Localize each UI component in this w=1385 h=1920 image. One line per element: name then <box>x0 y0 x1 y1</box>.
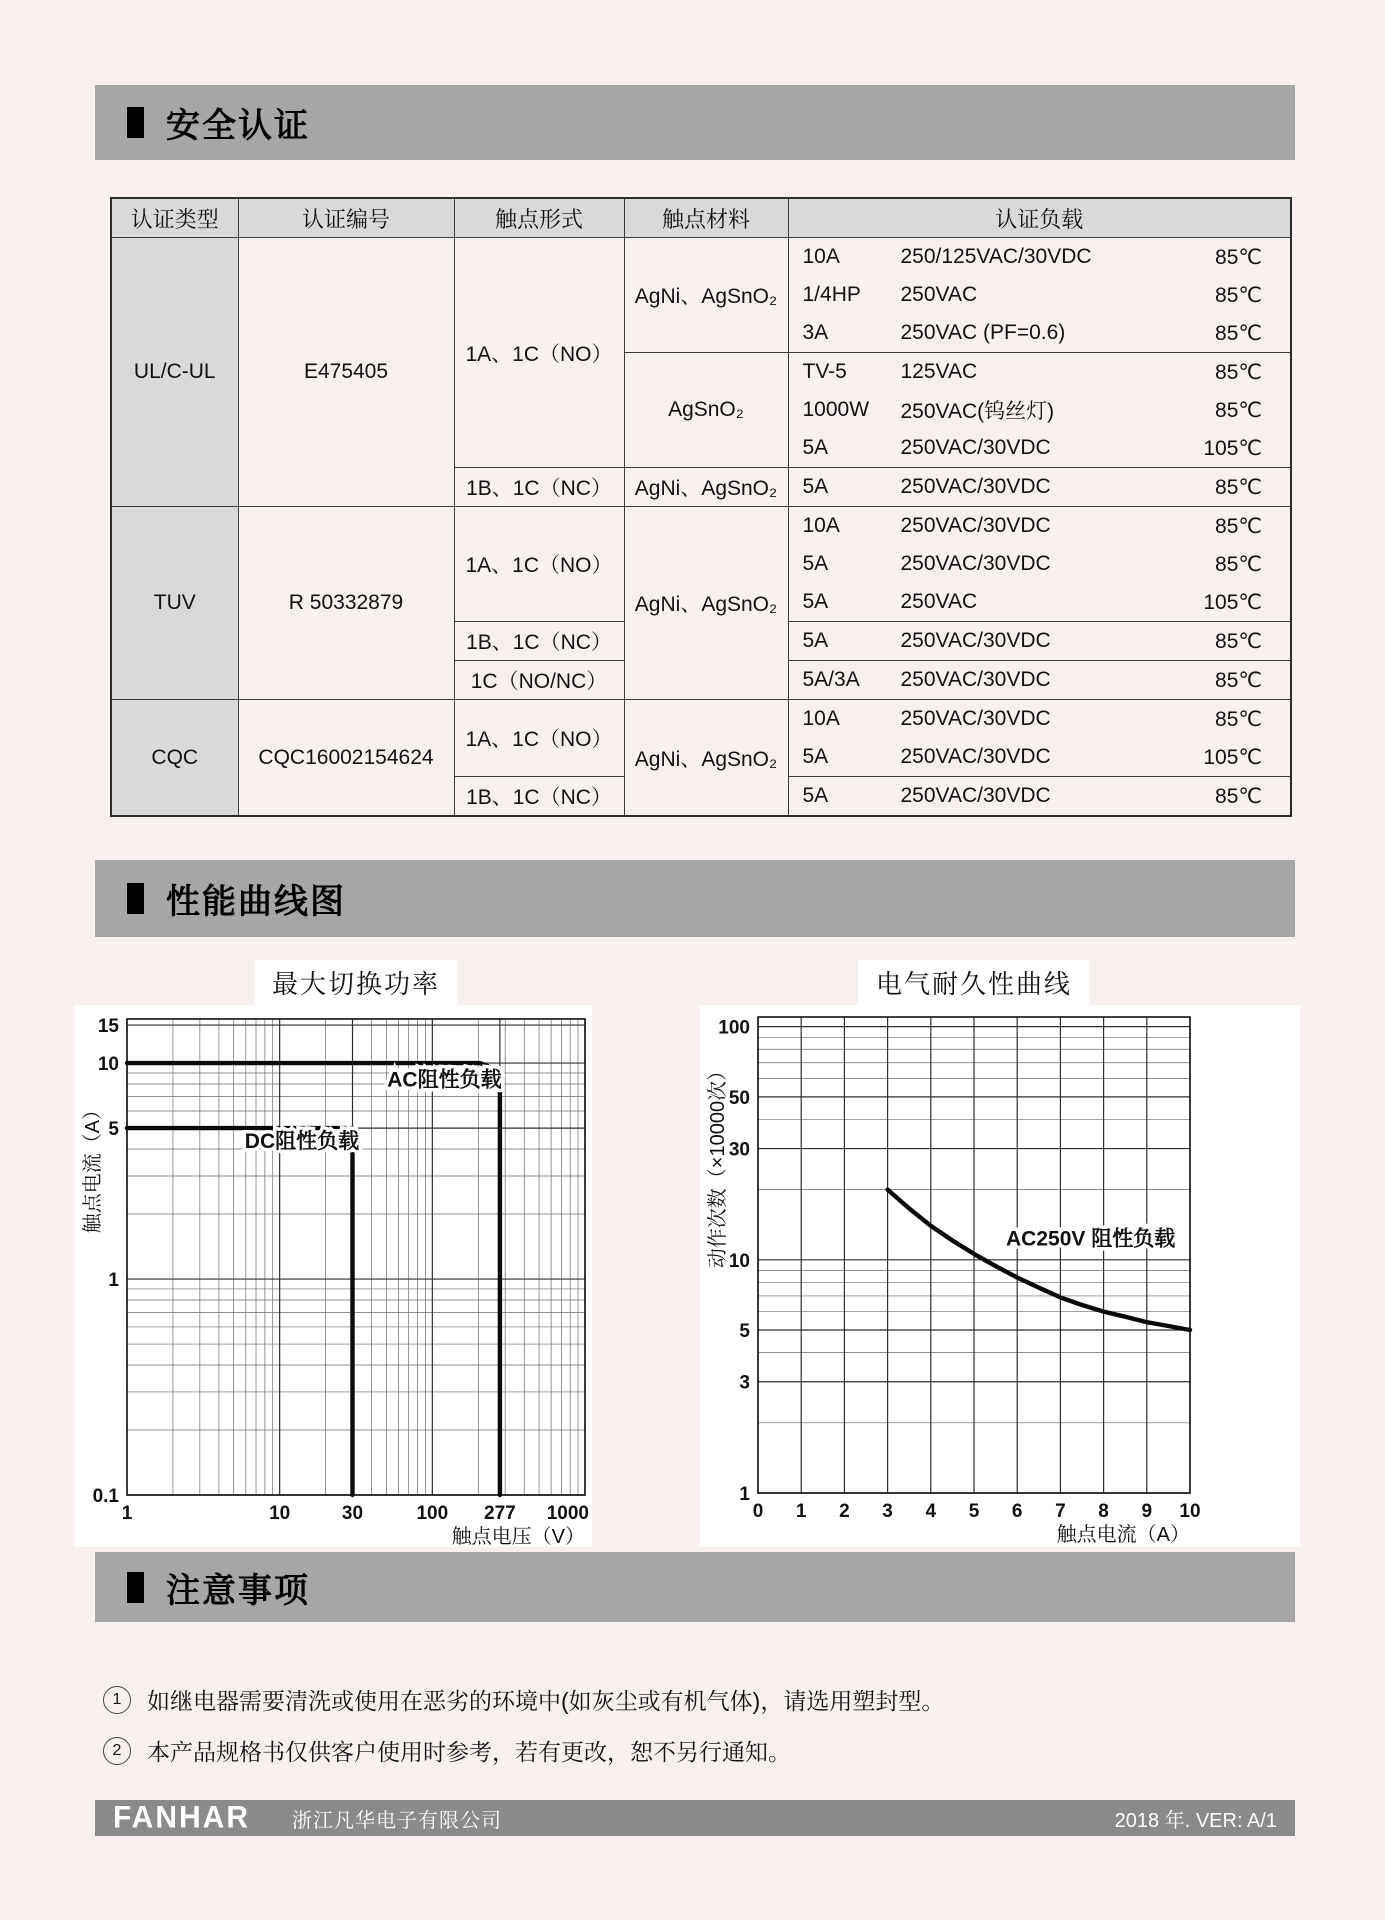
load-temp: 85℃ <box>1215 629 1262 653</box>
svg-text:8: 8 <box>1098 1501 1109 1522</box>
section-header-curves <box>95 860 1295 937</box>
svg-text:15: 15 <box>97 1016 119 1038</box>
cell-load <box>788 353 1291 392</box>
load-current: 5A <box>802 629 829 652</box>
chart-title-row <box>758 960 1190 1005</box>
svg-text:277: 277 <box>484 1503 516 1524</box>
cell-load <box>788 314 1291 353</box>
note-item <box>103 1683 944 1716</box>
column-header-contact-form: 触点形式 <box>454 198 624 238</box>
svg-text:10: 10 <box>728 1250 750 1272</box>
cell-contact-form: 1A、1C（NO） <box>454 238 624 468</box>
load-rating: 250VAC(钨丝灯) <box>900 400 1055 423</box>
svg-text:5: 5 <box>739 1321 750 1343</box>
load-temp: 85℃ <box>1215 283 1262 307</box>
load-temp: 105℃ <box>1203 436 1262 460</box>
column-header-cert-number: 认证编号 <box>238 198 454 238</box>
load-current: 10A <box>802 245 840 268</box>
svg-text:6: 6 <box>1011 1501 1023 1522</box>
svg-text:1: 1 <box>108 1270 119 1292</box>
cell-cert-number: R 50332879 <box>238 507 454 700</box>
svg-text:50: 50 <box>728 1087 750 1109</box>
svg-text:10: 10 <box>1179 1501 1201 1522</box>
load-temp: 85℃ <box>1215 245 1262 269</box>
svg-text:0: 0 <box>752 1501 764 1522</box>
table-row <box>111 238 1291 277</box>
load-current: 3A <box>802 321 829 344</box>
cell-contact-form: 1B、1C（NC） <box>454 468 624 507</box>
cell-load <box>788 468 1291 507</box>
column-header-cert-load: 认证负载 <box>788 198 1291 238</box>
svg-text:1: 1 <box>795 1501 807 1522</box>
svg-text:4: 4 <box>925 1501 937 1522</box>
load-rating: 250VAC/30VDC <box>900 784 1051 807</box>
load-current: 5A <box>802 784 829 807</box>
load-temp: 105℃ <box>1203 590 1262 614</box>
section-marker-icon <box>127 107 144 138</box>
svg-text:3: 3 <box>739 1372 750 1394</box>
cell-cert-type: CQC <box>111 700 238 817</box>
company-name: 浙江凡华电子有限公司 <box>292 1809 502 1832</box>
version-text: 2018 年. VER: A/1 <box>1114 1809 1277 1832</box>
chart-title-electrical-endurance: 电气耐久性曲线 <box>858 960 1090 1005</box>
cell-cert-type: TUV <box>111 507 238 700</box>
cell-load <box>788 238 1291 277</box>
cell-load <box>788 700 1291 739</box>
footer-bar <box>95 1800 1295 1836</box>
svg-text:触点电流（A）: 触点电流（A） <box>1056 1524 1190 1546</box>
cell-load <box>788 545 1291 583</box>
load-current: 1/4HP <box>802 283 861 306</box>
load-temp: 85℃ <box>1215 668 1262 692</box>
load-rating: 250VAC/30VDC <box>900 745 1051 768</box>
load-temp: 85℃ <box>1215 514 1262 538</box>
cell-contact-form: 1B、1C（NC） <box>454 777 624 817</box>
load-temp: 85℃ <box>1215 398 1262 422</box>
note-number-badge: 1 <box>103 1686 131 1714</box>
section-header-safety <box>95 85 1295 160</box>
load-rating: 250VAC/30VDC <box>900 629 1051 652</box>
load-rating: 250VAC/30VDC <box>900 475 1051 498</box>
load-rating: 250VAC/30VDC <box>900 668 1051 691</box>
svg-text:DC阻性负载: DC阻性负载 <box>244 1129 360 1153</box>
cell-load <box>788 429 1291 468</box>
load-current: TV-5 <box>802 360 847 383</box>
table-header-row <box>111 198 1291 238</box>
section-marker-icon <box>127 883 144 914</box>
chart-title-max-switching-power: 最大切换功率 <box>254 960 458 1005</box>
section-marker-icon <box>127 1572 144 1603</box>
cell-cert-number: CQC16002154624 <box>238 700 454 817</box>
load-rating: 250VAC <box>900 283 978 306</box>
svg-text:30: 30 <box>728 1139 750 1161</box>
cell-contact-material: AgNi、AgSnO₂ <box>624 507 788 700</box>
cell-load <box>788 583 1291 622</box>
table-row <box>111 507 1291 546</box>
load-rating: 250VAC/30VDC <box>900 552 1051 575</box>
chart-electrical-endurance <box>700 1005 1300 1547</box>
svg-text:10: 10 <box>269 1503 291 1524</box>
load-rating: 125VAC <box>900 360 978 383</box>
cell-load <box>788 777 1291 817</box>
note-number-badge: 2 <box>103 1737 131 1765</box>
note-text: 如继电器需要清洗或使用在恶劣的环境中(如灰尘或有机气体)，请选用塑封型。 <box>147 1688 945 1714</box>
svg-text:9: 9 <box>1141 1501 1153 1522</box>
load-temp: 85℃ <box>1215 360 1262 384</box>
cell-cert-number: E475405 <box>238 238 454 507</box>
load-rating: 250VAC/30VDC <box>900 514 1051 537</box>
svg-text:触点电流（A）: 触点电流（A） <box>82 1099 104 1234</box>
load-rating: 250VAC (PF=0.6) <box>900 321 1066 344</box>
cell-contact-form: 1A、1C（NO） <box>454 700 624 777</box>
cell-contact-material: AgNi、AgSnO₂ <box>624 238 788 353</box>
svg-text:3: 3 <box>882 1501 893 1522</box>
load-temp: 85℃ <box>1215 321 1262 345</box>
load-current: 5A <box>802 745 829 768</box>
cell-contact-form: 1A、1C（NO） <box>454 507 624 622</box>
column-header-cert-type: 认证类型 <box>111 198 238 238</box>
certification-table <box>110 197 1292 817</box>
chart-title-row <box>127 960 585 1005</box>
load-temp: 85℃ <box>1215 707 1262 731</box>
section-title-curves: 性能曲线图 <box>166 883 346 921</box>
load-rating: 250/125VAC/30VDC <box>900 245 1092 268</box>
svg-text:AC阻性负载: AC阻性负载 <box>387 1068 502 1092</box>
load-rating: 250VAC/30VDC <box>900 707 1051 730</box>
cell-cert-type: UL/C-UL <box>111 238 238 507</box>
load-rating: 250VAC <box>900 590 978 613</box>
cell-contact-material: AgSnO₂ <box>624 353 788 468</box>
cell-load <box>788 622 1291 661</box>
load-current: 5A <box>802 552 829 575</box>
svg-text:100: 100 <box>718 1017 750 1039</box>
svg-text:0.1: 0.1 <box>92 1486 119 1507</box>
svg-text:1000: 1000 <box>546 1503 589 1524</box>
cell-load <box>788 661 1291 700</box>
svg-text:2: 2 <box>839 1501 850 1522</box>
load-current: 5A <box>802 436 829 459</box>
cell-load <box>788 738 1291 777</box>
cell-contact-form: 1B、1C（NC） <box>454 622 624 661</box>
load-rating: 250VAC/30VDC <box>900 436 1051 459</box>
load-current: 10A <box>802 707 840 730</box>
cell-contact-material: AgNi、AgSnO₂ <box>624 468 788 507</box>
load-temp: 105℃ <box>1203 745 1262 769</box>
svg-text:AC250V 阻性负载: AC250V 阻性负载 <box>1006 1227 1176 1251</box>
note-item <box>103 1734 791 1767</box>
section-header-notes <box>95 1552 1295 1622</box>
cell-contact-material: AgNi、AgSnO₂ <box>624 700 788 817</box>
load-current: 5A <box>802 590 829 613</box>
svg-text:7: 7 <box>1055 1501 1066 1522</box>
svg-text:10: 10 <box>97 1054 119 1076</box>
svg-text:100: 100 <box>416 1503 449 1524</box>
svg-text:1: 1 <box>739 1484 750 1505</box>
svg-text:5: 5 <box>968 1501 980 1522</box>
table-row <box>111 700 1291 739</box>
svg-text:触点电压（V）: 触点电压（V） <box>451 1526 585 1548</box>
fanhar-logo: FANHAR <box>113 1800 250 1835</box>
chart-max-switching-power <box>75 1005 592 1547</box>
load-current: 5A/3A <box>802 668 860 691</box>
cell-load <box>788 391 1291 429</box>
load-current: 10A <box>802 514 840 537</box>
cell-load <box>788 276 1291 314</box>
load-temp: 85℃ <box>1215 784 1262 808</box>
svg-text:动作次数（×10000次）: 动作次数（×10000次） <box>707 1060 729 1269</box>
column-header-contact-material: 触点材料 <box>624 198 788 238</box>
load-temp: 85℃ <box>1215 552 1262 576</box>
load-current: 5A <box>802 475 829 498</box>
note-text: 本产品规格书仅供客户使用时参考，若有更改，恕不另行通知。 <box>147 1739 791 1765</box>
cell-contact-form: 1C（NO/NC） <box>454 661 624 700</box>
svg-text:5: 5 <box>108 1119 119 1141</box>
svg-text:30: 30 <box>341 1503 364 1524</box>
svg-text:1: 1 <box>121 1503 133 1524</box>
cell-load <box>788 507 1291 546</box>
section-title-safety: 安全认证 <box>166 107 310 145</box>
load-temp: 85℃ <box>1215 475 1262 499</box>
load-current: 1000W <box>802 398 870 421</box>
section-title-notes: 注意事项 <box>166 1571 310 1610</box>
